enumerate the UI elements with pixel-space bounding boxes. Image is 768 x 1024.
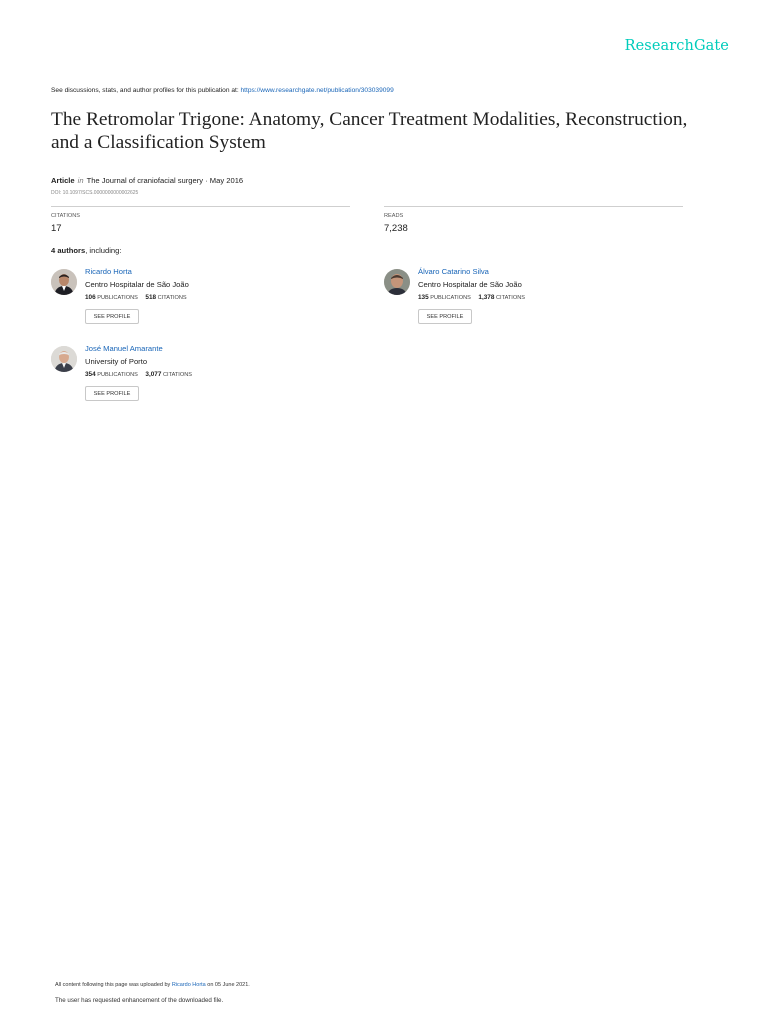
author-card (51, 346, 351, 416)
publications-count: 106 (85, 294, 96, 301)
author-institution: Centro Hospitalar de São João (85, 280, 189, 289)
article-type: Article (51, 176, 75, 185)
authors-header (51, 246, 122, 255)
author-institution: University of Porto (85, 357, 148, 366)
citations-divider (51, 206, 350, 207)
discussions-line (51, 87, 394, 94)
citations-value: 17 (51, 223, 62, 234)
publications-label: PUBLICATIONS (97, 295, 138, 301)
article-meta (51, 176, 243, 185)
citations-label: CITATIONS (495, 295, 525, 301)
publications-count: 354 (85, 371, 96, 378)
researchgate-logo[interactable]: ResearchGate (624, 38, 729, 54)
avatar[interactable] (384, 269, 410, 295)
publications-label: PUBLICATIONS (97, 372, 138, 378)
author-stats (85, 294, 187, 301)
citations-count: 1,378 (478, 294, 495, 301)
reads-label: READS (384, 213, 404, 219)
doi[interactable]: DOI: 10.1097/SCS.0000000000002625 (51, 190, 139, 196)
author-name[interactable]: Álvaro Catarino Silva (418, 267, 489, 276)
article-title: The Retromolar Trigone: Anatomy, Cancer Treatment Modalities, Reconstruction, and a Classification System (51, 109, 688, 153)
citations-label: CITATIONS (162, 372, 192, 378)
author-name[interactable]: José Manuel Amarante (85, 344, 163, 353)
citations-count: 3,077 (145, 371, 162, 378)
upload-suffix: on 05 June 2021. (207, 982, 250, 988)
upload-prefix: All content following this page was uploaded by (55, 982, 171, 988)
citations-count: 518 (145, 294, 157, 301)
journal-date[interactable]: The Journal of craniofacial surgery · May 2016 (86, 176, 244, 185)
reads-divider (384, 206, 683, 207)
author-institution: Centro Hospitalar de São João (418, 280, 522, 289)
see-profile-button[interactable]: SEE PROFILE (418, 309, 472, 324)
author-card (384, 269, 684, 339)
see-profile-button[interactable]: SEE PROFILE (85, 386, 139, 401)
in-word: in (77, 176, 84, 185)
enhancement-note: The user has requested enhancement of the downloaded file. (55, 997, 224, 1004)
author-stats (418, 294, 525, 301)
publications-label: PUBLICATIONS (430, 295, 471, 301)
citations-label: CITATIONS (51, 213, 81, 219)
authors-suffix: , including: (85, 246, 122, 255)
author-card (51, 269, 351, 339)
citations-label: CITATIONS (157, 295, 187, 301)
reads-value: 7,238 (384, 223, 408, 234)
authors-count: 4 authors (51, 246, 86, 255)
publication-link[interactable]: https://www.researchgate.net/publication/303039099 (240, 87, 394, 94)
author-name[interactable]: Ricardo Horta (85, 267, 132, 276)
uploader-link[interactable]: Ricardo Horta (171, 982, 206, 988)
author-stats (85, 371, 192, 378)
publications-count: 135 (418, 294, 429, 301)
upload-note (55, 982, 250, 988)
see-profile-button[interactable]: SEE PROFILE (85, 309, 139, 324)
avatar[interactable] (51, 269, 77, 295)
avatar[interactable] (51, 346, 77, 372)
discussions-prefix: See discussions, stats, and author profiles for this publication at: (51, 87, 239, 94)
